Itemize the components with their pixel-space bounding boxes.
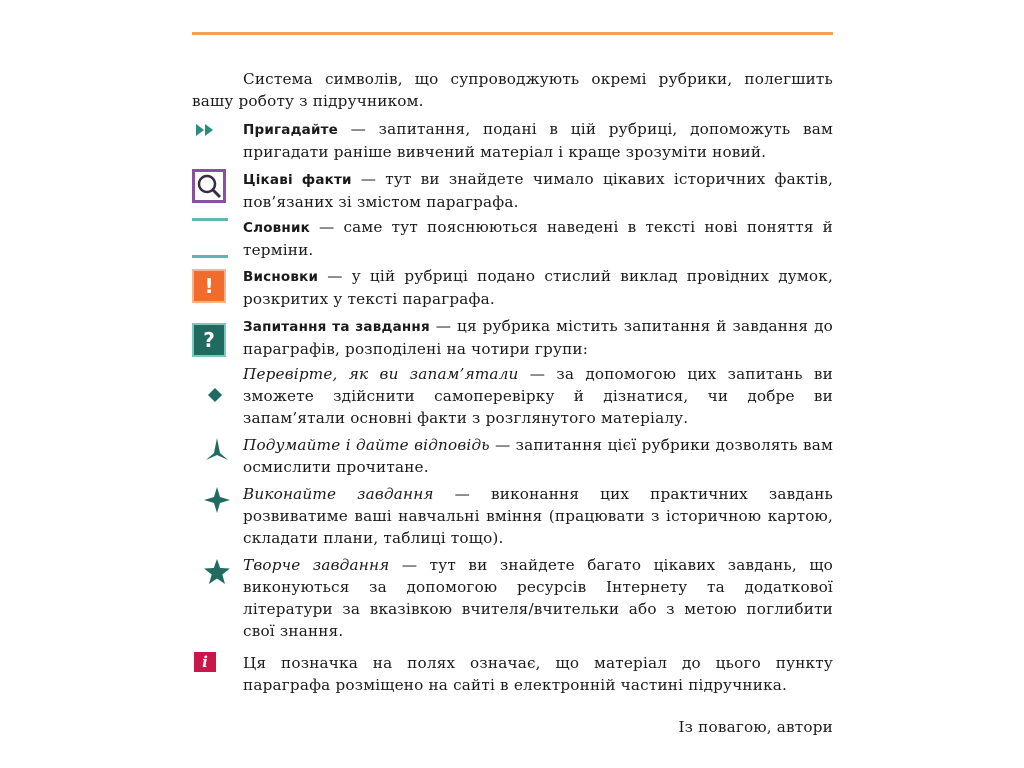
item-questions xyxy=(243,315,833,360)
item-remember xyxy=(243,118,833,163)
magnifier-icon xyxy=(192,169,226,203)
group-creative xyxy=(243,554,833,642)
item-term: Словник xyxy=(243,220,310,236)
group-think xyxy=(243,434,833,478)
five-point-star-icon xyxy=(204,559,230,585)
group-term: Виконайте завдання xyxy=(243,485,434,503)
group-term: Подумайте і дайте відповідь xyxy=(243,436,490,454)
group-term: Творче завдання xyxy=(243,556,390,574)
group-tasks xyxy=(243,483,833,549)
item-desc: — тут ви знайдете чимало цікавих історичних фактів, пов’язаних зі змістом параграфа. xyxy=(243,170,833,211)
group-term: Перевірте, як ви запам’ятали xyxy=(243,365,519,383)
page xyxy=(192,0,833,768)
group-desc: — запитання цієї рубрики дозволять вам осмислити прочитане. xyxy=(243,436,833,476)
exclamation-icon: ! xyxy=(192,269,226,303)
item-desc: — у цій рубриці подано стислий виклад провідних думок, розкритих у тексті параграфа. xyxy=(243,267,833,308)
item-term: Висновки xyxy=(243,269,319,285)
item-dictionary xyxy=(243,216,833,261)
item-facts xyxy=(243,168,833,213)
item-term: Пригадайте xyxy=(243,122,339,138)
item-term: Цікаві факти xyxy=(243,172,352,188)
info-note: Ця позначка на полях означає, що матеріал до цього пункту параграфа розміщено на сайті в електронній частині підручника. xyxy=(243,654,833,694)
item-desc: — ця рубрика містить запитання й завдання до параграфів, розподілені на чотири групи: xyxy=(243,317,833,358)
item-conclusions xyxy=(243,265,833,310)
info-icon: i xyxy=(194,652,216,672)
four-point-star-icon xyxy=(204,487,230,513)
item-desc: — саме тут пояснюються наведені в тексті нові поняття й терміни. xyxy=(243,218,833,259)
lines-icon xyxy=(192,218,228,260)
item-term: Запитання та завдання xyxy=(243,319,430,335)
item-desc: — запитання, подані в цій рубриці, допоможуть вам пригадати раніше вивчений матеріал і краще зрозуміти новий. xyxy=(243,120,833,161)
group-desc: — за допомогою цих запитань ви зможете здійснити самоперевірку й дізнатися, чи добре ви запам’ятали основні факти з розглянутого матеріалу. xyxy=(243,365,833,427)
double-arrow-icon xyxy=(194,121,216,139)
question-icon: ? xyxy=(192,323,226,357)
group-desc: — виконання цих практичних завдань розвиватиме ваші навчальні вміння (працювати з історичною картою, складати плани, таблиці тощо). xyxy=(243,485,833,547)
group-desc: — тут ви знайдете багато цікавих завдань, що виконуються за допомогою ресурсів Інтернету та додаткової літератури за вказівкою вчителя/вчительки або з метою поглибити свої знання. xyxy=(243,556,833,640)
diamond-icon xyxy=(208,388,222,402)
intro-paragraph: Система символів, що супроводжують окремі рубрики, полегшить вашу роботу з підручником. xyxy=(192,70,833,110)
three-point-star-icon xyxy=(206,438,228,460)
signature: Із повагою, автори xyxy=(678,718,833,736)
group-check xyxy=(243,363,833,429)
